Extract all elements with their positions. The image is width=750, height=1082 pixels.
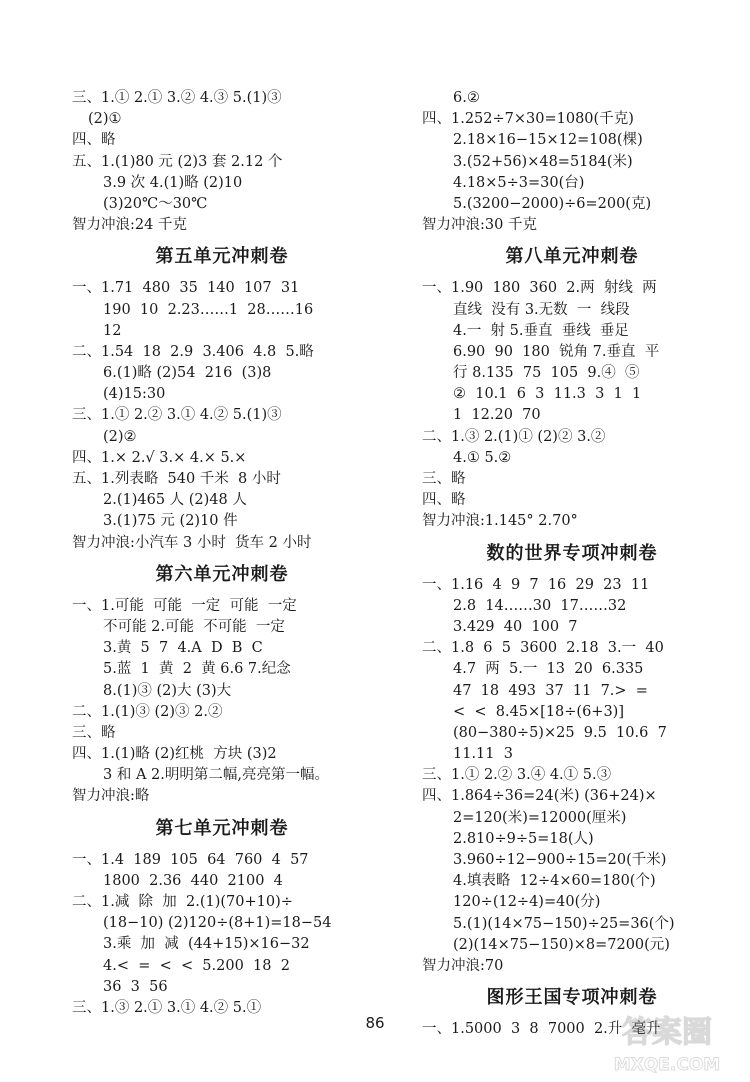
answer-line: 五、1.(1)80 元 (2)3 套 2.12 个 xyxy=(72,153,283,170)
answer-line: 不可能 2.可能 不可能 一定 xyxy=(103,618,285,635)
answer-line: 智力冲浪:略 xyxy=(72,788,150,805)
answer-line: 二、1.(1)③ (2)③ 2.② xyxy=(72,703,223,720)
page-number: 86 xyxy=(365,1014,385,1032)
answer-line: 190 10 2.23……1 28……16 xyxy=(103,301,314,318)
answer-line: 一、1.4 189 105 64 760 4 57 xyxy=(72,851,309,868)
answer-line: 二、1.54 18 2.9 3.406 4.8 5.略 xyxy=(72,343,314,360)
answer-line: 3.429 40 100 7 xyxy=(453,618,578,635)
answer-line: 四、1.× 2.√ 3.× 4.× 5.× xyxy=(72,449,247,466)
answer-line: 三、1.① 2.② 3.① 4.② 5.(1)③ xyxy=(72,407,282,424)
answer-line: 三、1.③ 2.① 3.① 4.② 5.① xyxy=(72,999,262,1016)
watermark-text: 答案圈 xyxy=(622,1015,712,1050)
answer-line: 4.7 两 5.一 13 20 6.335 xyxy=(453,661,644,678)
answer-line: ② 10.1 6 3 11.3 3 1 1 xyxy=(453,386,642,403)
answer-line: 四、略 xyxy=(72,132,116,149)
answer-line: 3 和 A 2.明明第二幅,亮亮第一幅。 xyxy=(103,767,329,784)
answer-line: 智力冲浪:30 千克 xyxy=(422,217,537,234)
answer-line: 4.< = < < 5.200 18 2 xyxy=(103,957,290,974)
answer-line: 3.960÷12−900÷15=20(千米) xyxy=(453,852,667,868)
answer-line: 智力冲浪:24 千克 xyxy=(72,217,187,234)
answer-line: 2.(1)465 人 (2)48 人 xyxy=(103,492,247,509)
answer-line: 4.填表略 12÷4×60=180(个) xyxy=(453,873,656,890)
answer-line: 3.乘 加 减 (44+15)×16−32 xyxy=(103,936,310,953)
answer-line: 2=120(米)=12000(厘米) xyxy=(453,809,627,826)
answer-line: 四、1.252÷7×30=1080(千克) xyxy=(422,111,634,128)
answer-line: 4.一 射 5.垂直 垂线 垂足 xyxy=(453,322,629,339)
answer-line: 3.9 次 4.(1)略 (2)10 xyxy=(103,174,243,191)
answer-line: 一、1.5000 3 8 7000 2.升 毫升 xyxy=(422,1021,661,1038)
answer-line: 一、1.90 180 360 2.两 射线 两 xyxy=(422,280,657,297)
answer-line: 4.① 5.② xyxy=(453,449,512,466)
answer-line: 12 xyxy=(103,322,122,339)
section-heading: 第七单元冲刺卷 xyxy=(155,817,289,839)
left-column xyxy=(72,88,372,1019)
answer-line: 四、1.(1)略 (2)红桃 方块 (3)2 xyxy=(72,746,277,763)
answer-line: 三、1.① 2.① 3.② 4.③ 5.(1)③ xyxy=(72,90,282,106)
answer-line: (2)② xyxy=(103,428,137,445)
section-heading: 第八单元冲刺卷 xyxy=(505,246,639,268)
right-column xyxy=(422,88,722,1040)
answer-line: 6.② xyxy=(453,90,480,106)
answer-line: 11.11 3 xyxy=(453,746,513,763)
answer-line: 3.黄 5 7 4.A D B C xyxy=(103,640,263,657)
answer-line: (18−10) (2)120÷(8+1)=18−54 xyxy=(103,915,332,932)
answer-line: 3.(1)75 元 (2)10 件 xyxy=(103,513,238,530)
answer-line: 47 18 493 37 11 7.> = xyxy=(453,682,648,699)
answer-line: 四、略 xyxy=(422,492,466,509)
answer-line: 直线 没有 3.无数 一 线段 xyxy=(453,301,630,318)
answer-line: (80−380÷5)×25 9.5 10.6 7 xyxy=(453,724,667,741)
answer-line: 一、1.16 4 9 7 16 29 23 11 xyxy=(422,576,650,593)
answer-line: 三、略 xyxy=(72,724,116,741)
answer-line: 二、1.③ 2.(1)① (2)② 3.② xyxy=(422,428,606,445)
section-heading: 第六单元冲刺卷 xyxy=(155,563,289,585)
answer-line: 6.(1)略 (2)54 216 (3)8 xyxy=(103,365,272,382)
answer-line: 1800 2.36 440 2100 4 xyxy=(103,872,283,889)
answer-line: 三、略 xyxy=(422,471,466,487)
answer-line: (4)15:30 xyxy=(103,386,166,403)
answer-line: 2.8 14……30 17……32 xyxy=(453,597,627,614)
answer-line: 智力冲浪:70 xyxy=(422,957,504,974)
answer-line: 6.90 90 180 锐角 7.垂直 平 xyxy=(453,343,660,360)
section-heading: 第五单元冲刺卷 xyxy=(155,246,289,268)
answer-line: 智力冲浪:小汽车 3 小时 货车 2 小时 xyxy=(72,534,312,551)
answer-line: 智力冲浪:1.145° 2.70° xyxy=(422,513,578,530)
answer-line: 2.18×16−15×12=108(棵) xyxy=(453,132,643,149)
answer-line: 120÷(12÷4)=40(分) xyxy=(453,894,601,911)
answer-line: < < 8.45×[18÷(6+3)] xyxy=(453,703,624,720)
section-heading: 数的世界专项冲刺卷 xyxy=(486,542,658,564)
answer-line: (2)① xyxy=(88,111,122,128)
section-heading: 图形王国专项冲刺卷 xyxy=(486,987,658,1009)
answer-line: (2)(14×75−150)×8=7200(元) xyxy=(453,936,670,953)
answer-line: (3)20℃～30℃ xyxy=(103,195,208,212)
answer-line: 一、1.可能 可能 一定 可能 一定 xyxy=(72,597,297,614)
answer-line: 一、1.71 480 35 140 107 31 xyxy=(72,280,300,297)
answer-line: 5.蓝 1 黄 2 黄 6.6 7.纪念 xyxy=(103,661,291,678)
answer-line: 3.(52+56)×48=5184(米) xyxy=(453,153,633,170)
answer-line: 5.(1)(14×75−150)÷25=36(个) xyxy=(453,915,675,932)
answer-line: 四、1.864÷36=24(米) (36+24)× xyxy=(422,788,657,805)
answer-line: 1 12.20 70 xyxy=(453,407,541,424)
answer-line: 三、1.① 2.② 3.④ 4.① 5.③ xyxy=(422,767,612,784)
answer-line: 36 3 56 xyxy=(103,978,168,995)
watermark-logo xyxy=(592,1006,742,1078)
answer-line: 五、1.列表略 540 千米 8 小时 xyxy=(72,471,281,487)
answer-line: 4.18×5÷3=30(台) xyxy=(453,174,585,191)
answer-line: 2.810÷9÷5=18(人) xyxy=(453,830,594,847)
answer-line: 二、1.8 6 5 3600 2.18 3.一 40 xyxy=(422,640,664,657)
answer-line: 行 8.135 75 105 9.④ ⑤ xyxy=(453,365,640,382)
answer-line: 8.(1)③ (2)大 (3)大 xyxy=(103,682,232,699)
answer-line: 5.(3200−2000)÷6=200(克) xyxy=(453,195,652,212)
answer-line: 二、1.减 除 加 2.(1)(70+10)÷ xyxy=(72,894,293,910)
watermark-sub-text: MXQE.COM xyxy=(613,1055,721,1075)
